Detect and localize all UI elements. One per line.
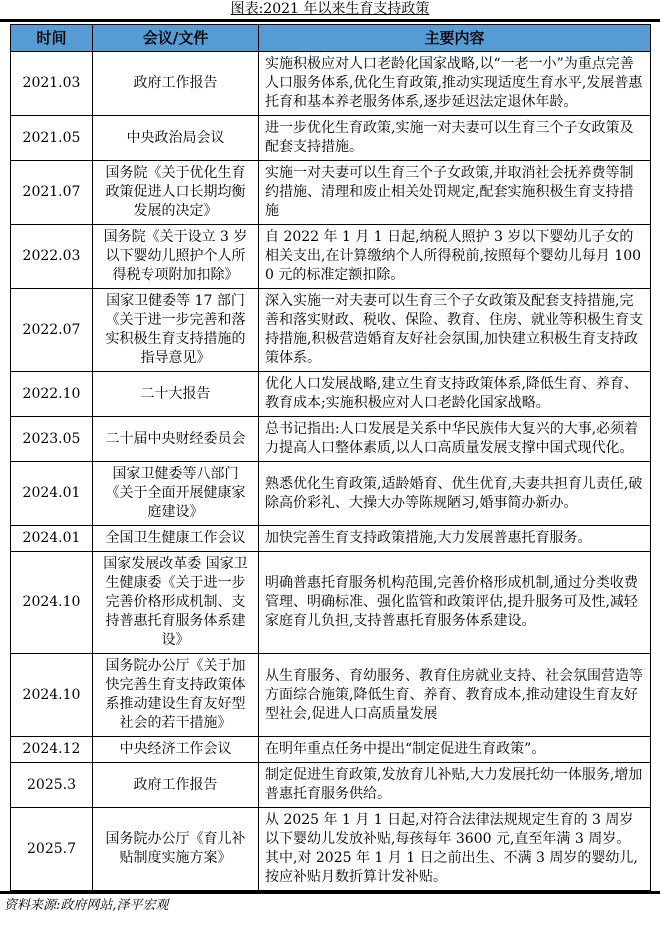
cell-meeting-document: 中央经济工作会议	[93, 737, 259, 763]
cell-main-content: 制定促进生育政策,发放育儿补贴,大力发展托幼一体服务,增加普惠托育服务供给。	[259, 763, 651, 808]
table-row	[11, 116, 651, 161]
table-row	[11, 552, 651, 654]
table-row	[11, 52, 651, 116]
figure-title: 图表:2021 年以来生育支持政策	[230, 1, 430, 17]
table-row	[11, 808, 651, 891]
table-row	[11, 763, 651, 808]
cell-time: 2022.10	[11, 372, 93, 417]
cell-meeting-document: 二十大报告	[93, 372, 259, 417]
cell-time: 2023.05	[11, 417, 93, 462]
cell-meeting-document: 国家发展改革委 国家卫生健康委《关于进一步完善价格形成机制、支持普惠托育服务体系建设》	[93, 552, 259, 654]
cell-time: 2025.7	[11, 808, 93, 891]
cell-main-content: 加快完善生育支持政策措施,大力发展普惠托育服务。	[259, 526, 651, 552]
cell-time: 2024.12	[11, 737, 93, 763]
cell-main-content: 明确普惠托育服务机构范围,完善价格形成机制,通过分类收费管理、明确标准、强化监管和政策评估,提升服务可及性,减轻家庭育儿负担,支持普惠托育服务体系建设。	[259, 552, 651, 654]
table-row	[11, 654, 651, 737]
table-row	[11, 417, 651, 462]
cell-time: 2022.03	[11, 225, 93, 289]
table-row	[11, 289, 651, 372]
cell-main-content: 从生育服务、育幼服务、教育住房就业支持、社会氛围营造等方面综合施策,降低生育、养育、教育成本,推动建设生育友好型社会,促进人口高质量发展	[259, 654, 651, 737]
policy-table-body	[11, 52, 651, 891]
cell-main-content: 实施积极应对人口老龄化国家战略,以“一老一小”为重点完善人口服务体系,优化生育政策,推动实现适度生育水平,发展普惠托育和基本养老服务体系,逐步延迟法定退休年龄。	[259, 52, 651, 116]
cell-time: 2024.10	[11, 552, 93, 654]
cell-meeting-document: 国务院办公厅《育儿补贴制度实施方案》	[93, 808, 259, 891]
table-row	[11, 462, 651, 526]
source-note: 资料来源:政府网站,泽平宏观	[4, 898, 169, 913]
cell-meeting-document: 政府工作报告	[93, 52, 259, 116]
cell-main-content: 进一步优化生育政策,实施一对夫妻可以生育三个子女政策及配套支持措施。	[259, 116, 651, 161]
cell-meeting-document: 国家卫健委等八部门《关于全面开展健康家庭建设》	[93, 462, 259, 526]
policy-table	[10, 24, 651, 891]
cell-meeting-document: 中央政治局会议	[93, 116, 259, 161]
cell-time: 2024.01	[11, 462, 93, 526]
table-row	[11, 737, 651, 763]
cell-time: 2025.3	[11, 763, 93, 808]
policy-table-header	[11, 25, 651, 52]
cell-main-content: 实施一对夫妻可以生育三个子女政策,并取消社会抚养费等制约措施、清理和废止相关处罚规定,配套实施积极生育支持措施	[259, 161, 651, 225]
cell-time: 2021.05	[11, 116, 93, 161]
cell-main-content: 在明年重点任务中提出“制定促进生育政策”。	[259, 737, 651, 763]
header-row	[11, 25, 651, 52]
cell-main-content: 深入实施一对夫妻可以生育三个子女政策及配套支持措施,完善和落实财政、税收、保险、教育、住房、就业等积极生育支持措施,积极营造婚育友好社会氛围,加快建立积极生育支持政策体系。	[259, 289, 651, 372]
cell-time: 2024.01	[11, 526, 93, 552]
col-header-meeting-document: 会议/文件	[93, 25, 259, 52]
table-row	[11, 526, 651, 552]
cell-meeting-document: 政府工作报告	[93, 763, 259, 808]
cell-time: 2021.07	[11, 161, 93, 225]
col-header-main-content: 主要内容	[259, 25, 651, 52]
cell-meeting-document: 全国卫生健康工作会议	[93, 526, 259, 552]
cell-time: 2024.10	[11, 654, 93, 737]
top-rule	[0, 19, 660, 22]
cell-meeting-document: 国务院《关于优化生育政策促进人口长期均衡发展的决定》	[93, 161, 259, 225]
col-header-time: 时间	[11, 25, 93, 52]
cell-meeting-document: 二十届中央财经委员会	[93, 417, 259, 462]
cell-meeting-document: 国务院《关于设立 3 岁以下婴幼儿照护个人所得税专项附加扣除》	[93, 225, 259, 289]
table-row	[11, 161, 651, 225]
table-row	[11, 372, 651, 417]
cell-meeting-document: 国务院办公厅《关于加快完善生育支持政策体系推动建设生育友好型社会的若干措施》	[93, 654, 259, 737]
cell-main-content: 从 2025 年 1 月 1 日起,对符合法律法规规定生育的 3 周岁以下婴幼儿发放补贴,每孩每年 3600 元,直至年满 3 周岁。其中,对 2025 年 1 月 1 日之前出生、不满 3 周岁的婴幼儿,按应补贴月数折算计发补贴。	[259, 808, 651, 891]
cell-time: 2021.03	[11, 52, 93, 116]
cell-time: 2022.07	[11, 289, 93, 372]
cell-main-content: 自 2022 年 1 月 1 日起,纳税人照护 3 岁以下婴幼儿子女的相关支出,在计算缴纳个人所得税前,按照每个婴幼儿每月 1000 元的标准定额扣除。	[259, 225, 651, 289]
cell-meeting-document: 国家卫健委等 17 部门《关于进一步完善和落实积极生育支持措施的指导意见》	[93, 289, 259, 372]
cell-main-content: 优化人口发展战略,建立生育支持政策体系,降低生育、养育、教育成本;实施积极应对人口老龄化国家战略。	[259, 372, 651, 417]
cell-main-content: 总书记指出:人口发展是关系中华民族伟大复兴的大事,必须着力提高人口整体素质,以人口高质量发展支撑中国式现代化。	[259, 417, 651, 462]
table-row	[11, 225, 651, 289]
cell-main-content: 熟悉优化生育政策,适龄婚育、优生优育,夫妻共担育儿责任,破除高价彩礼、大操大办等陈规陋习,婚事简办新办。	[259, 462, 651, 526]
